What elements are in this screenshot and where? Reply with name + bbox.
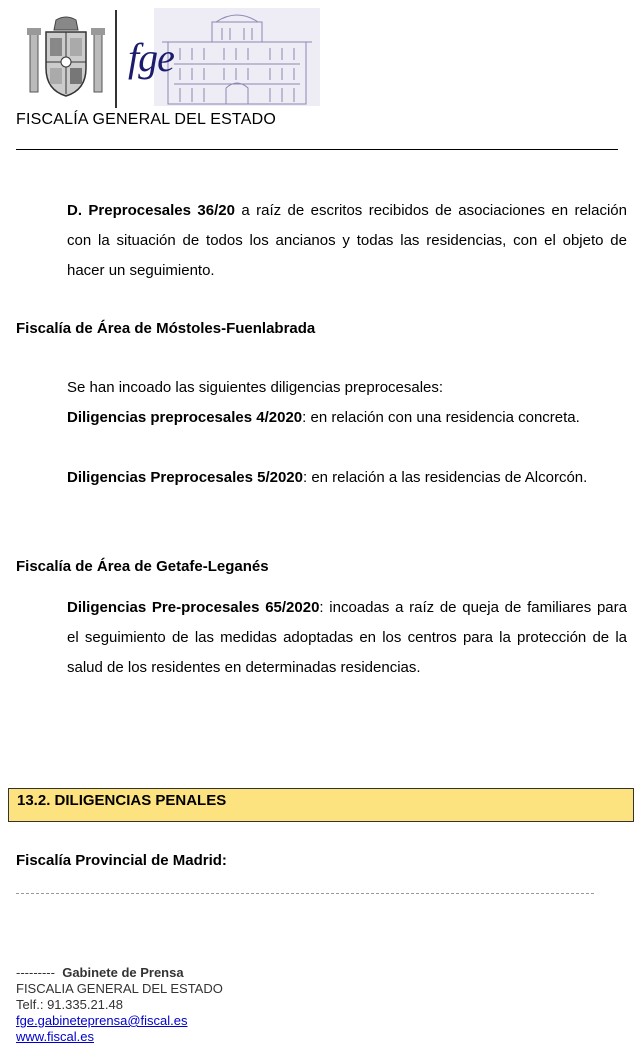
preprocesales-36-paragraph [67, 196, 627, 286]
mostoles-intro: Se han incoado las siguientes diligencias preprocesales: [67, 379, 444, 396]
mostoles-item-1-label: Diligencias preprocesales 4/2020 [67, 409, 303, 426]
preprocesales-36-text: a raíz de escritos recibidos de asociaciones en relación con la situación de todos los ancianos y todas las residencias, con el objeto de hacer un seguimiento. [67, 202, 627, 279]
madrid-heading: Fiscalía Provincial de Madrid: [16, 852, 227, 869]
header-logos [20, 8, 320, 108]
dashed-separator [16, 893, 594, 894]
fge-logo-text: fge [128, 35, 174, 80]
mostoles-item-1 [67, 403, 627, 433]
section-13-2-title: 13.2. DILIGENCIAS PENALES [17, 792, 227, 809]
getafe-heading: Fiscalía de Área de Getafe-Leganés [16, 558, 269, 575]
mostoles-item-2-label: Diligencias Preprocesales 5/2020 [67, 469, 303, 486]
mostoles-heading: Fiscalía de Área de Móstoles-Fuenlabrada [16, 320, 316, 337]
building-illustration-icon [154, 8, 320, 106]
footer [16, 965, 223, 1045]
header-divider [16, 149, 618, 150]
footer-web-link[interactable]: www.fiscal.es [16, 1029, 95, 1044]
mostoles-item-2 [67, 463, 627, 493]
logo-divider [115, 10, 117, 108]
section-13-2-header [8, 788, 634, 822]
footer-title: Gabinete de Prensa [62, 965, 184, 980]
preprocesales-36-label: D. Preprocesales 36/20 [67, 202, 235, 219]
footer-dashes: --------- [16, 965, 55, 980]
footer-title-line [16, 965, 223, 981]
getafe-item-label: Diligencias Pre-procesales 65/2020 [67, 599, 320, 616]
mostoles-item-1-text: : en relación con una residencia concreta. [302, 409, 580, 426]
footer-email-link[interactable]: fge.gabineteprensa@fiscal.es [16, 1013, 188, 1028]
getafe-item [67, 593, 627, 683]
footer-org: FISCALIA GENERAL DEL ESTADO [16, 981, 223, 996]
coat-of-arms-icon [26, 16, 106, 102]
mostoles-item-2-text: : en relación a las residencias de Alcorcón. [302, 469, 588, 486]
footer-phone: Telf.: 91.335.21.48 [16, 997, 123, 1012]
getafe-item-text: : incoadas a raíz de queja de familiares para el seguimiento de las medidas adoptadas en los centros para la protección de la salud de los residentes en determinadas residencias. [67, 599, 627, 676]
org-title: FISCALÍA GENERAL DEL ESTADO [16, 111, 276, 128]
